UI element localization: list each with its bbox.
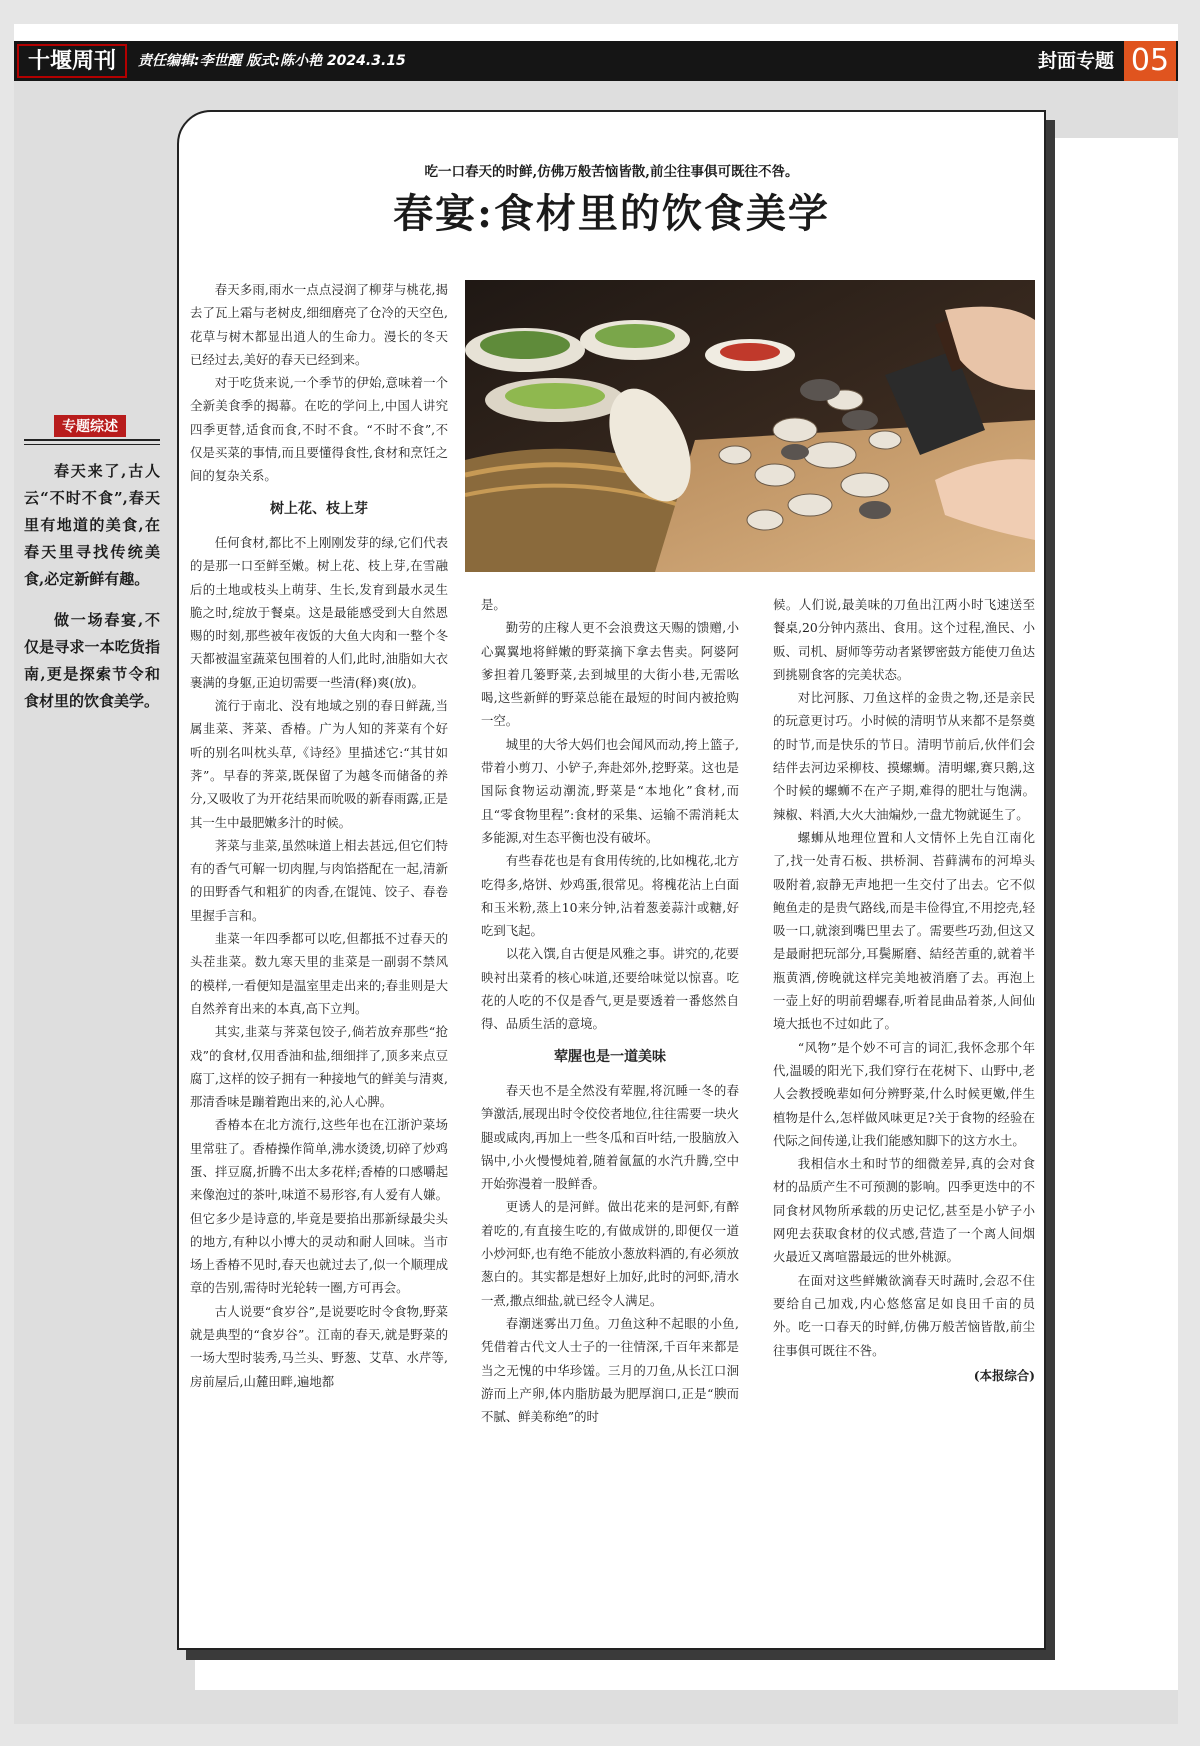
- section-label: 封面专题: [1037, 50, 1114, 72]
- body-paragraph: 春潮迷雾出刀鱼。刀鱼这种不起眼的小鱼,凭借着古代文人士子的一往情深,千百年来都是当之无愧的中华珍馐。三月的刀鱼,从长江口洄游而上产卵,体内脂肪最为肥厚润口,正是“腴而不腻、鲜美称绝”的时: [481, 1315, 739, 1425]
- sidebar-tag: [24, 415, 160, 441]
- article-column-3: [773, 593, 1035, 1387]
- body-paragraph: 流行于南北、没有地域之别的春日鲜蔬,当属韭菜、荠菜、香椿。广为人知的荠菜有个好听的别名叫枕头草,《诗经》里描述它:“其甘如荠”。早春的荠菜,既保留了为越冬而储备的养分,又吸收了为开花结果而吮吸的新春雨露,正是其一生中最肥嫩多汁的时候。: [190, 698, 448, 830]
- body-paragraph: 香椿本在北方流行,这些年也在江浙沪菜场里常驻了。香椿操作简单,沸水烫烫,切碎了炒鸡蛋、拌豆腐,折腾不出太多花样;香椿的口感嚼起来像泡过的茶叶,味道不易形容,有人爱有人嫌。但它多少是诗意的,毕竟是要掐出那新绿最尖头的地方,有种以小博大的灵动和耐人回味。当市场上香椿不见时,春天也就过去了,似一个顺理成章的告别,需待时光轮转一圈,方可再会。: [190, 1117, 448, 1296]
- section-heading: 荤腥也是一道美味: [554, 1048, 666, 1065]
- body-paragraph: 螺蛳从地理位置和人文情怀上先自江南化了,找一处青石板、拱桥洞、苔藓满布的河埠头吸附着,寂静无声地把一生交付了出去。它不似鲍鱼走的是贵气路线,而是丰俭得宜,不用挖壳,轻吸一口,就滚到嘴巴里去了。需要些巧劲,但这又是最耐把玩部分,耳鬓厮磨、結经苦重的,就着半瓶黄酒,傍晚就这样完美地被消磨了去。再泡上一壶上好的明前碧螺春,听着昆曲品着茶,人间仙境大抵也不过如此了。: [773, 829, 1035, 1032]
- food-photo-illustration: [465, 280, 1035, 572]
- body-paragraph: 对比河豚、刀鱼这样的金贵之物,还是亲民的玩意更讨巧。小时候的清明节从来都不是祭奠的时节,而是快乐的节日。清明节前后,伙伴们会结伴去河边采柳枝、摸螺蛳。清明螺,赛只鹅,这个时候的螺蛳不在产子期,难得的肥壮与饱满。辣椒、料酒,大火大油煸炒,一盘尤物就诞生了。: [773, 690, 1035, 822]
- sidebar-tag-label: 专题综述: [54, 415, 126, 437]
- article-column-2: [481, 593, 739, 1428]
- body-paragraph: 任何食材,都比不上刚刚发芽的绿,它们代表的是那一口至鲜至嫩。树上花、枝上芽,在雪融后的土地或枝头上萌芽、生长,发育到最水灵生脆之时,绽放于餐桌。这是最能感受到大自然恩赐的时刻,那些被年夜饭的大鱼大肉和一整个冬天都被温室蔬菜包围着的人们,此时,油脂如大衣裹满的身躯,正迫切需要一些清(释)爽(放)。: [190, 534, 448, 690]
- masthead-bar: [14, 41, 1178, 81]
- body-paragraph: 古人说要“食岁谷”,是说要吃时令食物,野菜就是典型的“食岁谷”。江南的春天,就是野菜的一场大型时装秀,马兰头、野葱、艾草、水芹等,房前屋后,山麓田畔,遍地都: [190, 1303, 448, 1389]
- body-paragraph: “风物”是个妙不可言的词汇,我怀念那个年代,温暖的阳光下,我们穿行在花树下、山野中,老人会教授晚辈如何分辨野菜,什么时候更嫩,伴生植物是什么,怎样做风味更足?关于食物的经验在代际之间传递,让我们能感知脚下的这方水土。: [773, 1039, 1035, 1148]
- body-paragraph: 其实,韭菜与荠菜包饺子,倘若放弃那些“抢戏”的食材,仅用香油和盐,细细拌了,顶多来点豆腐丁,这样的饺子拥有一种接地气的鲜美与清爽,那清香味是蹦着跑出来的,沁人心脾。: [190, 1024, 448, 1110]
- article-subtitle: 吃一口春天的时鲜,仿佛万般苦恼皆散,前尘往事俱可既往不咎。: [424, 164, 799, 180]
- body-paragraph: 对于吃货来说,一个季节的伊始,意味着一个全新美食季的揭幕。在吃的学问上,中国人讲究四季更替,适食而食,不时不食。“不时不食”,不仅是买菜的事情,而且要懂得食性,食材和烹饪之间的复杂关系。: [190, 375, 448, 484]
- page-number: 05: [1124, 41, 1176, 81]
- sidebar-paragraph: 春天来了,古人云“不时不食”,春天里有地道的美食,在春天里寻找传统美食,必定新鲜有趣。: [24, 462, 160, 588]
- article-title: 春宴:食材里的饮食美学: [393, 190, 830, 237]
- bottom-margin: [14, 1690, 1178, 1724]
- sidebar-summary: [24, 458, 160, 729]
- left-margin: [14, 81, 195, 1724]
- section-heading: 树上花、枝上芽: [270, 500, 368, 517]
- body-paragraph: 在面对这些鲜嫩欲滴春天时蔬时,会忍不住要给自己加戏,内心悠悠富足如良田千亩的员外。吃一口春天的时鲜,仿佛万般苦恼皆散,前尘往事俱可既往不咎。: [773, 1272, 1035, 1358]
- body-paragraph: 更诱人的是河鲜。做出花来的是河虾,有醉着吃的,有直接生吃的,有做成饼的,即便仅一道小炒河虾,也有绝不能放小葱放料酒的,有必须放葱白的。其实都是想好上加好,此时的河虾,清水一煮,撒点细盐,就已经令人满足。: [481, 1199, 739, 1308]
- sidebar-paragraph: 做一场春宴,不仅是寻求一本吃货指南,更是探索节令和食材里的饮食美学。: [24, 611, 160, 710]
- body-paragraph: 荠菜与韭菜,虽然味道上相去甚远,但它们特有的香气可解一切肉腥,与肉馅搭配在一起,清新的田野香气和粗犷的肉香,在馄饨、饺子、春卷里握手言和。: [190, 837, 448, 923]
- sidebar-divider: [24, 444, 160, 445]
- article-column-1: [190, 278, 448, 1393]
- body-paragraph: 春天多雨,雨水一点点浸润了柳芽与桃花,揭去了瓦上霜与老树皮,细细磨亮了仓冷的天空色,花草与树木都显出逍人的生命力。漫长的冬天已经过去,美好的春天已经到来。: [190, 282, 448, 367]
- body-paragraph: 韭菜一年四季都可以吃,但都抵不过春天的头茬韭菜。数九寒天里的韭菜是一副弱不禁风的模样,一看便知是温室里走出来的;春韭则是大自然养育出来的本真,高下立判。: [190, 931, 448, 1016]
- body-paragraph: 勤劳的庄稼人更不会浪费这天赐的馈赠,小心翼翼地将鲜嫩的野菜摘下拿去售卖。阿婆阿爹担着几篓野菜,去到城里的大街小巷,无需吆喝,这些新鲜的野菜总能在最短的时间内被抢购一空。: [481, 620, 739, 729]
- source-credit: (本报综合): [973, 1367, 1035, 1383]
- body-paragraph: 我相信水土和时节的细微差异,真的会对食材的品质产生不可预测的影响。四季更迭中的不同食材风物所承载的历史记忆,甚至是小铲子小网兜去获取食材的仪式感,营造了一个离人间烟火最近又离喧嚣最远的世外桃源。: [773, 1156, 1035, 1265]
- body-paragraph: 城里的大爷大妈们也会闻风而动,挎上篮子,带着小剪刀、小铲子,奔赴郊外,挖野菜。这也是国际食物运动潮流,野菜是“本地化”食材,而且“零食物里程”:食材的采集、运输不需消耗太多能源,对生态平衡也没有破坏。: [481, 736, 739, 845]
- body-paragraph: 是。: [481, 597, 506, 612]
- body-paragraph: 春天也不是全然没有荤腥,将沉睡一冬的春笋激活,展现出时令佼佼者地位,往往需要一块火腿或咸肉,再加上一些冬瓜和百叶结,一股脑放入锅中,小火慢慢炖着,随着氤氲的水汽升腾,空中开始弥漫着一股鲜香。: [481, 1082, 739, 1192]
- editor-credits: 责任编辑:李世醒 版式:陈小艳 2024.3.15: [138, 53, 406, 69]
- masthead-logo: 十堰周刊: [17, 44, 127, 78]
- body-paragraph: 候。人们说,最美味的刀鱼出江两小时飞速送至餐桌,20分钟内蒸出、食用。这个过程,渔民、小贩、司机、厨师等劳动者紧锣密鼓方能使刀鱼达到挑剔食客的完美状态。: [773, 597, 1035, 682]
- body-paragraph: 有些春花也是有食用传统的,比如槐花,北方吃得多,烙饼、炒鸡蛋,很常见。将槐花沾上白面和玉米粉,蒸上10来分钟,沾着葱姜蒜汁或糖,好吃到飞起。: [481, 853, 739, 939]
- body-paragraph: 以花入馔,自古便是风雅之事。讲究的,花要映衬出菜肴的核心味道,还要给味觉以惊喜。吃花的人吃的不仅是香气,更是要透着一番悠然自得、品质生活的意境。: [481, 946, 739, 1032]
- food-photo: [465, 280, 1035, 572]
